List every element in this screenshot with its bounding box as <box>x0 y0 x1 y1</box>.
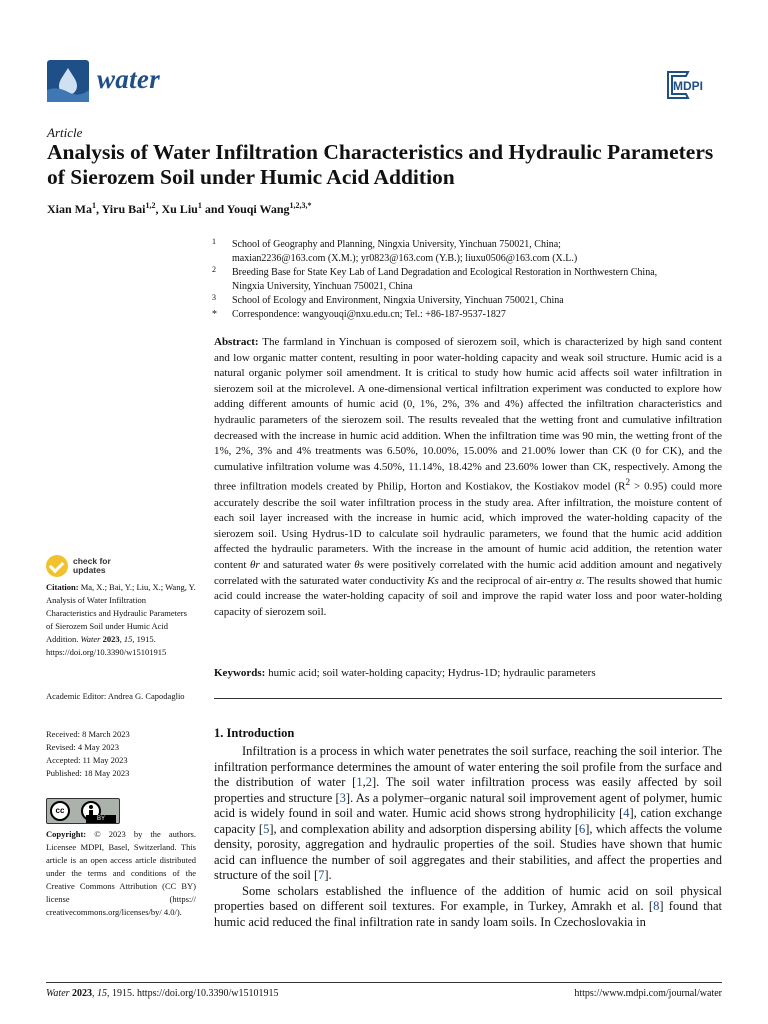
checkmark-icon <box>46 555 68 577</box>
keywords <box>214 667 722 679</box>
intro-paragraph: Infiltration is a process in which water penetrates the soil surface, reaching the soil interior. The infiltration performance determines the amount of water entering the soil profile from the surface and the distribution of water [1,2]. The soil water infiltration process was easily affected by soil properties and structure [3]. As a polymer–organic natural soil improvement agent of polymer, humic acid is widely found in soil and water. Humic acid shows strong hydrophilicity [4], cation exchange capacity [5], and complexation ability and adsorption dispersing ability [6], which affects the volume density, porosity, aggregation and hydraulic properties of the soil. Studies have shown that humic acid can influence the number of soil aggregates and their stabilities, and affect the properties and structure of the soil [7]. <box>214 744 723 882</box>
affiliation-text: Breeding Base for State Key Lab of Land Degradation and Ecological Restoration in Northwestern China, <box>232 267 658 278</box>
affiliation-text: School of Geography and Planning, Ningxia University, Yinchuan 750021, China; <box>232 239 561 250</box>
citation-link[interactable]: 8 <box>653 899 660 913</box>
author-name: Xian Ma <box>47 202 92 216</box>
abstract-text: and the reciprocal of air-entry <box>438 574 576 587</box>
paragraph-text: ], cation exchange capacity [ <box>214 806 722 836</box>
abstract-text: . The results showed that humic acid could increase the water-holding capacity of soil and improve the rapid water loss and poor water-holding capacity of sierozem soil. <box>214 574 722 618</box>
author-name: Yiru Bai <box>101 202 146 216</box>
citation-link[interactable]: 4 <box>623 806 630 820</box>
affiliation-mark: 2 <box>212 265 216 274</box>
check-for-updates-button[interactable] <box>46 555 126 579</box>
check-updates-label <box>73 557 111 575</box>
intro-paragraph <box>214 884 722 931</box>
footer-citation: Water 2023, 15, 1915. https://doi.org/10.3390/w15101915 <box>46 988 279 999</box>
intro-body <box>214 744 722 930</box>
keywords-text: humic acid; soil water-holding capacity; Hydrus-1D; hydraulic parameters <box>265 667 596 679</box>
accepted-date: Accepted: 11 May 2023 <box>46 755 128 765</box>
citation-doi[interactable]: , 1915. https://doi.org/10.3390/w15101915 <box>46 634 167 657</box>
by-label: BY <box>86 815 116 823</box>
paragraph-text: Some scholars established the influence of the addition of humic acid on soil physical properties based on different soil textures. For example, in Turkey, Amrakh et al. [ <box>214 883 722 913</box>
citation-link[interactable]: 3 <box>339 790 346 805</box>
affiliations <box>212 238 722 322</box>
article-type: Article <box>47 125 83 140</box>
affiliation-item <box>212 266 722 294</box>
theta-r-symbol: θr <box>250 558 260 571</box>
revised-date: Revised: 4 May 2023 <box>46 742 119 752</box>
abstract-text: and saturated water <box>259 558 355 571</box>
affiliation-emails: maxian2236@163.com (X.M.); yr0823@163.com (Y.B.); liuxu0506@163.com (X.L.) <box>232 253 578 264</box>
check-line-1: check for <box>73 556 111 566</box>
author-affil-mark: 1 <box>92 201 96 210</box>
author-list <box>47 201 312 217</box>
citation-block: Citation: Ma, X.; Bai, Y.; Liu, X.; Wang, Y. Analysis of Water Infiltration Characteristics and Hydraulic Parameters of Sierozem Soil under Humic Acid Addition. Water 2023, 15, 1915. https://doi.org/10.3390/w15101915 <box>46 582 196 657</box>
footer-volume: 15 <box>97 988 108 999</box>
paragraph-text: ]. <box>324 868 332 882</box>
journal-header <box>47 60 722 100</box>
citation-link[interactable]: 6 <box>579 821 586 836</box>
abstract <box>214 335 722 620</box>
journal-name: water <box>97 64 161 94</box>
footer-divider <box>46 982 722 983</box>
citation-year: 2023 <box>102 634 120 644</box>
copyright-block <box>46 828 196 919</box>
keywords-label: Keywords: <box>214 667 266 679</box>
footer-journal-url[interactable]: https://www.mdpi.com/journal/water <box>574 988 722 999</box>
abstract-label: Abstract: <box>214 336 259 348</box>
published-date: Published: 18 May 2023 <box>46 768 130 778</box>
copyright-label: Copyright: <box>46 829 87 839</box>
water-drop-logo-icon <box>47 60 89 102</box>
author-name: Xu Liu <box>161 202 198 216</box>
author-separator: , <box>155 202 162 216</box>
academic-editor: Academic Editor: Andrea G. Capodaglio <box>46 691 185 701</box>
theta-s-symbol: θs <box>354 558 364 571</box>
r2-superscript: 2 <box>625 477 631 488</box>
cc-by-license-badge[interactable] <box>46 798 120 824</box>
mdpi-logo-icon <box>666 70 722 100</box>
paragraph-text: ] found that humic acid reduced the final infiltration rate in sandy loam soils. In Czechoslovakia in <box>214 899 722 929</box>
citation-journal: Water <box>80 634 101 644</box>
footer-journal: Water <box>46 988 70 999</box>
affiliation-mark: 3 <box>212 293 216 302</box>
affiliation-item <box>212 238 722 266</box>
ks-symbol: Ks <box>427 574 439 587</box>
citation-link[interactable]: 1 <box>356 775 363 789</box>
citation-link[interactable]: 7 <box>318 868 325 882</box>
abstract-text: The farmland in Yinchuan is composed of sierozem soil, which is characterized by high sand content and low organic matter content, resulting in poor water-holding capacity and weak soil structure. Humic acid is a natural organic polymer soil amendment. It is critical to study how humic acid affects soil water infiltration in sierozem soil at the microlevel. A one-dimensional vertical infiltration experiment was conducted to explore how adding different amounts of humic acid (0, 1%, 2%, 3% and 4%) affected the infiltration characteristics and hydraulic parameters of the sierozem soil. The results revealed that the wetting front and cumulative infiltration decreased with the increase in humic acid addition. When the infiltration time was 90 min, the wetting front of the 1%, 2%, 3% and 4% treatments was 6.50%, 10.00%, 15.00% and 21.00% lower than CK (0 for CK), and the cumulative infiltration volume was 4.50%, 11.14%, 18.42% and 23.60% lower than CK, respectively. Among the three infiltration models created by Philip, Horton and Kostiakov, the Kostiakov model (R <box>214 336 722 493</box>
paragraph-text: ], which affects the volume density, porosity, aggregation and hydraulic properties of the soil. Studies have shown that humic acid can influence the number of soil aggregates and their stabilities, and affect the properties and structure of the soil [ <box>214 821 722 882</box>
author-name: Youqi Wang <box>226 202 290 216</box>
citation-link[interactable]: 2 <box>365 775 372 789</box>
affiliation-text: School of Ecology and Environment, Ningxia University, Yinchuan 750021, China <box>232 295 564 306</box>
citation-text: Ma, X.; Bai, Y.; Liu, X.; Wang, Y. Analysis of Water Infiltration Characteristics and Hydraulic Parameters of Sierozem Soil under Humic Acid Addition. <box>46 582 196 644</box>
citation-label: Citation: <box>46 582 79 592</box>
affiliation-text-cont: Ningxia University, Yinchuan 750021, China <box>232 281 413 292</box>
paragraph-text: ]. The soil water infiltration process was easily affected by soil properties and structure [ <box>214 775 723 805</box>
alpha-symbol: α <box>575 574 582 587</box>
author-affil-mark: 1,2 <box>145 201 156 210</box>
section-divider <box>214 698 722 699</box>
abstract-text: > 0.95) could more accurately describe the soil water infiltration process in the study area. After infiltration, the moisture content of each soil layer increased with the increase in humic acid, which improved the water-holding capacity of the sierozem soil. Using Hydrus-1D to calculate soil hydraulic parameters, we found that the humic acid addition affected the hydraulic parameters. With the increase in the amount of humic acid addition, the retention water content <box>214 481 722 571</box>
paper-title: Analysis of Water Infiltration Characteristics and Hydraulic Parameters of Sierozem Soil under Humic Acid Addition <box>47 140 714 189</box>
correspondence-mark: * <box>212 309 217 320</box>
affiliation-mark: 1 <box>212 237 216 246</box>
paragraph-text: Infiltration is a process in which water penetrates the soil surface, reaching the soil interior. The infiltration performance determines the amount of water entering the soil profile from the surface and the distribution of water [ <box>214 744 722 789</box>
affiliation-item <box>212 294 722 308</box>
dates-block <box>46 728 196 780</box>
cc-icon: cc <box>50 801 70 821</box>
paragraph-text: ]. As a polymer–organic natural soil improvement agent of polymer, humic acid is widely found in soil and water. Humic acid shows strong hydrophilicity [ <box>214 790 722 820</box>
received-date: Received: 8 March 2023 <box>46 729 130 739</box>
abstract-text: were positively correlated with the humic acid addition amount and negatively correlated with the saturated water conductivity <box>214 558 722 587</box>
footer-year: 2023 <box>72 988 93 999</box>
correspondence-item <box>212 308 722 322</box>
footer-doi[interactable]: , 1915. https://doi.org/10.3390/w15101915 <box>107 988 279 999</box>
author-separator: and <box>201 202 227 216</box>
section-heading: 1. Introduction <box>214 726 295 740</box>
author-separator: , <box>96 202 102 216</box>
citation-link[interactable]: 5 <box>263 821 270 836</box>
paragraph-text: ], and complexation ability and adsorption dispersing ability [ <box>269 821 580 836</box>
check-line-2: updates <box>73 565 106 575</box>
author-affil-mark: 1 <box>197 201 202 210</box>
citation-volume: 15 <box>123 634 133 644</box>
correspondence-text: Correspondence: wangyouqi@nxu.edu.cn; Tel.: +86-187-9537-1827 <box>232 309 506 320</box>
copyright-text: © 2023 by the authors. Licensee MDPI, Basel, Switzerland. This article is an open access article distributed under the terms and conditions of the Creative Commons Attribution (CC BY) license (https:// creativecommons.org/licenses/by/ 4.0/). <box>46 829 196 917</box>
author-affil-mark: 1,2,3,* <box>289 201 312 210</box>
publisher-name: MDPI <box>673 79 703 93</box>
